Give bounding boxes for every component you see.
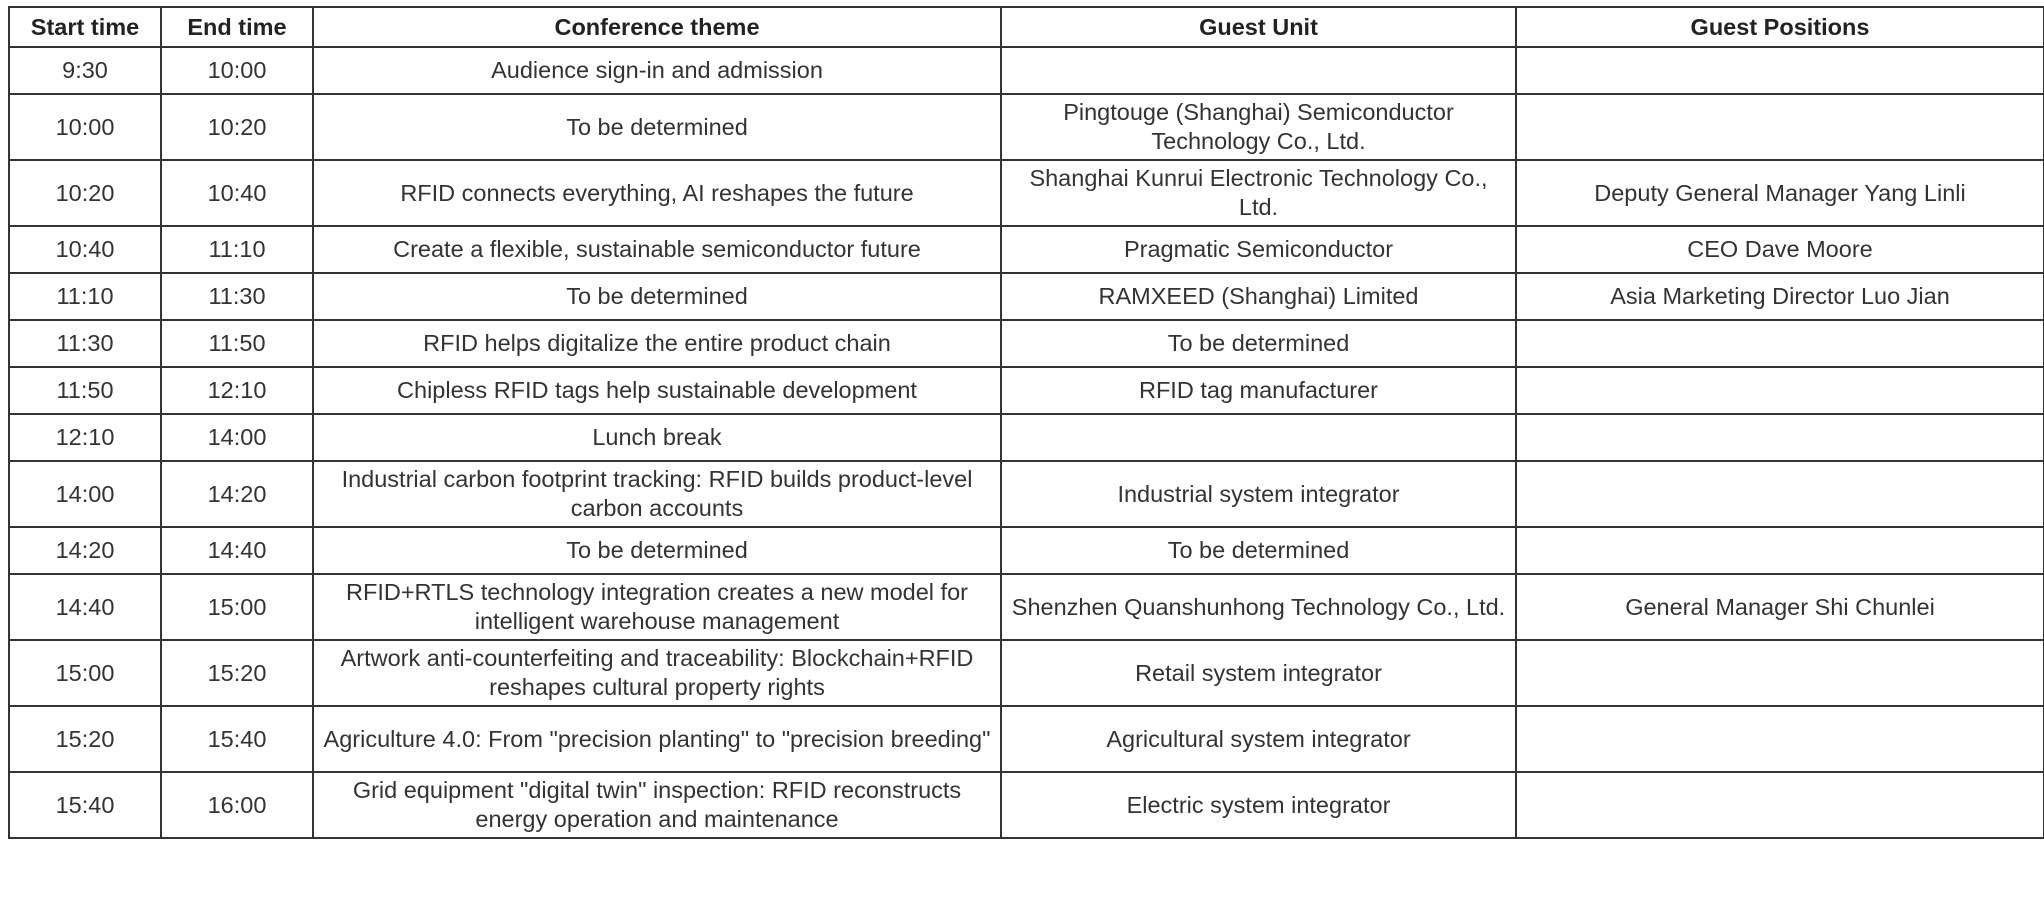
cell-start-time: 14:00 bbox=[9, 461, 161, 527]
cell-theme: Grid equipment "digital twin" inspection: RFID reconstructs energy operation and maintenance bbox=[313, 772, 1001, 838]
cell-theme: Agriculture 4.0: From "precision planting" to "precision breeding" bbox=[313, 706, 1001, 772]
cell-start-time: 10:20 bbox=[9, 160, 161, 226]
table-row bbox=[9, 160, 2044, 226]
cell-start-time: 14:40 bbox=[9, 574, 161, 640]
cell-start-time: 12:10 bbox=[9, 414, 161, 461]
header-guest-positions: Guest Positions bbox=[1516, 7, 2044, 47]
cell-guest-position bbox=[1516, 706, 2044, 772]
cell-end-time: 16:00 bbox=[161, 772, 313, 838]
cell-start-time: 14:20 bbox=[9, 527, 161, 574]
cell-end-time: 11:10 bbox=[161, 226, 313, 273]
header-guest-unit: Guest Unit bbox=[1001, 7, 1516, 47]
cell-theme: Industrial carbon footprint tracking: RFID builds product-level carbon accounts bbox=[313, 461, 1001, 527]
table-row bbox=[9, 574, 2044, 640]
cell-guest-unit: Shenzhen Quanshunhong Technology Co., Ltd. bbox=[1001, 574, 1516, 640]
cell-theme: To be determined bbox=[313, 273, 1001, 320]
cell-guest-unit bbox=[1001, 47, 1516, 94]
cell-theme: Create a flexible, sustainable semiconductor future bbox=[313, 226, 1001, 273]
cell-end-time: 10:00 bbox=[161, 47, 313, 94]
cell-guest-unit bbox=[1001, 414, 1516, 461]
table-row bbox=[9, 414, 2044, 461]
cell-guest-position bbox=[1516, 47, 2044, 94]
table-row bbox=[9, 706, 2044, 772]
header-end-time: End time bbox=[161, 7, 313, 47]
cell-theme: Chipless RFID tags help sustainable development bbox=[313, 367, 1001, 414]
cell-guest-position: Asia Marketing Director Luo Jian bbox=[1516, 273, 2044, 320]
header-conference-theme: Conference theme bbox=[313, 7, 1001, 47]
cell-guest-position bbox=[1516, 367, 2044, 414]
cell-start-time: 15:40 bbox=[9, 772, 161, 838]
cell-guest-unit: RFID tag manufacturer bbox=[1001, 367, 1516, 414]
cell-guest-position: General Manager Shi Chunlei bbox=[1516, 574, 2044, 640]
cell-guest-unit: To be determined bbox=[1001, 527, 1516, 574]
cell-guest-position: Deputy General Manager Yang Linli bbox=[1516, 160, 2044, 226]
cell-end-time: 12:10 bbox=[161, 367, 313, 414]
cell-theme: RFID connects everything, AI reshapes the future bbox=[313, 160, 1001, 226]
table-row bbox=[9, 367, 2044, 414]
cell-end-time: 14:00 bbox=[161, 414, 313, 461]
cell-guest-unit: RAMXEED (Shanghai) Limited bbox=[1001, 273, 1516, 320]
cell-start-time: 11:30 bbox=[9, 320, 161, 367]
table-row bbox=[9, 94, 2044, 160]
cell-start-time: 9:30 bbox=[9, 47, 161, 94]
cell-theme: To be determined bbox=[313, 527, 1001, 574]
cell-end-time: 15:40 bbox=[161, 706, 313, 772]
conference-schedule-table bbox=[8, 6, 2044, 839]
header-row bbox=[9, 7, 2044, 47]
cell-guest-unit: To be determined bbox=[1001, 320, 1516, 367]
cell-start-time: 10:40 bbox=[9, 226, 161, 273]
table-row bbox=[9, 640, 2044, 706]
cell-end-time: 15:00 bbox=[161, 574, 313, 640]
cell-start-time: 10:00 bbox=[9, 94, 161, 160]
cell-theme: To be determined bbox=[313, 94, 1001, 160]
cell-guest-position bbox=[1516, 414, 2044, 461]
cell-end-time: 14:40 bbox=[161, 527, 313, 574]
cell-end-time: 11:50 bbox=[161, 320, 313, 367]
cell-end-time: 10:40 bbox=[161, 160, 313, 226]
cell-guest-unit: Electric system integrator bbox=[1001, 772, 1516, 838]
cell-guest-unit: Agricultural system integrator bbox=[1001, 706, 1516, 772]
cell-guest-position bbox=[1516, 320, 2044, 367]
table-row bbox=[9, 320, 2044, 367]
table-body bbox=[9, 47, 2044, 838]
table-row bbox=[9, 527, 2044, 574]
cell-guest-position bbox=[1516, 527, 2044, 574]
cell-end-time: 14:20 bbox=[161, 461, 313, 527]
cell-end-time: 10:20 bbox=[161, 94, 313, 160]
cell-start-time: 15:00 bbox=[9, 640, 161, 706]
cell-theme: Audience sign-in and admission bbox=[313, 47, 1001, 94]
cell-theme: Lunch break bbox=[313, 414, 1001, 461]
cell-guest-unit: Retail system integrator bbox=[1001, 640, 1516, 706]
cell-guest-position bbox=[1516, 640, 2044, 706]
cell-guest-position bbox=[1516, 94, 2044, 160]
cell-start-time: 11:50 bbox=[9, 367, 161, 414]
cell-guest-unit: Pingtouge (Shanghai) Semiconductor Technology Co., Ltd. bbox=[1001, 94, 1516, 160]
cell-theme: RFID+RTLS technology integration creates a new model for intelligent warehouse management bbox=[313, 574, 1001, 640]
header-start-time: Start time bbox=[9, 7, 161, 47]
cell-guest-unit: Industrial system integrator bbox=[1001, 461, 1516, 527]
cell-theme: Artwork anti-counterfeiting and traceability: Blockchain+RFID reshapes cultural property rights bbox=[313, 640, 1001, 706]
table-row bbox=[9, 461, 2044, 527]
cell-end-time: 11:30 bbox=[161, 273, 313, 320]
cell-guest-unit: Pragmatic Semiconductor bbox=[1001, 226, 1516, 273]
cell-guest-position bbox=[1516, 461, 2044, 527]
cell-start-time: 11:10 bbox=[9, 273, 161, 320]
table-row bbox=[9, 273, 2044, 320]
table-row bbox=[9, 772, 2044, 838]
table-row bbox=[9, 226, 2044, 273]
cell-end-time: 15:20 bbox=[161, 640, 313, 706]
cell-guest-unit: Shanghai Kunrui Electronic Technology Co., Ltd. bbox=[1001, 160, 1516, 226]
table-header bbox=[9, 7, 2044, 47]
cell-guest-position bbox=[1516, 772, 2044, 838]
cell-start-time: 15:20 bbox=[9, 706, 161, 772]
cell-theme: RFID helps digitalize the entire product chain bbox=[313, 320, 1001, 367]
cell-guest-position: CEO Dave Moore bbox=[1516, 226, 2044, 273]
table-row bbox=[9, 47, 2044, 94]
